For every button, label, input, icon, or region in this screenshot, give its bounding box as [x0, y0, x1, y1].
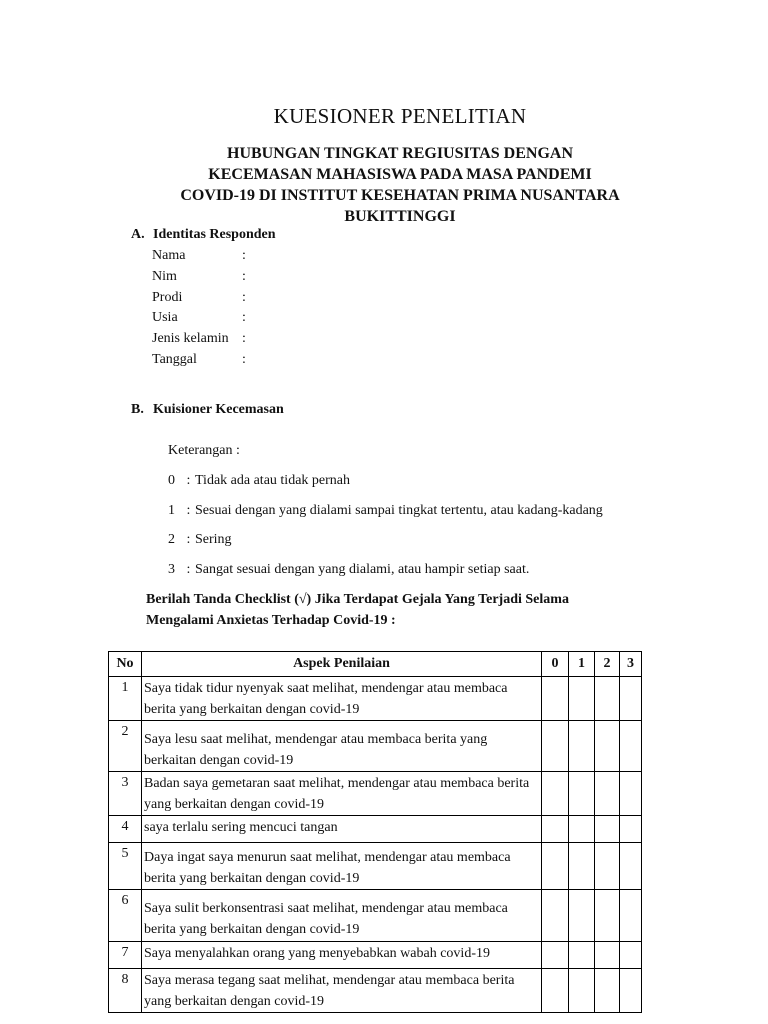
checkbox-cell-2[interactable] [595, 721, 620, 772]
legend-text: Sangat sesuai dengan yang dialami, atau hampir setiap saat. [195, 561, 530, 577]
checkbox-cell-2[interactable] [595, 772, 620, 816]
field-colon: : [242, 268, 246, 284]
row-number: 6 [109, 890, 142, 942]
table-header-row [109, 652, 642, 677]
row-number: 4 [109, 816, 142, 843]
legend-score: 0 [168, 473, 175, 488]
checkbox-cell-2[interactable] [595, 890, 620, 942]
subtitle-line: BUKITTINGGI [344, 208, 456, 225]
row-statement: Saya tidak tidur nyenyak saat melihat, mendengar atau membaca berita yang berkaitan dengan covid-19 [142, 677, 542, 721]
checkbox-cell-1[interactable] [569, 772, 595, 816]
legend-colon: : [186, 532, 191, 547]
score-legend [168, 471, 603, 589]
legend-text: Sesuai dengan yang dialami sampai tingkat tertentu, atau kadang-kadang [195, 502, 603, 518]
row-statement: Badan saya gemetaran saat melihat, mendengar atau membaca berita yang berkaitan dengan covid-19 [142, 772, 542, 816]
checkbox-cell-2[interactable] [595, 677, 620, 721]
header-score-2: 2 [595, 652, 620, 677]
header-score-0: 0 [542, 652, 569, 677]
section-a-heading [131, 227, 276, 243]
checkbox-cell-0[interactable] [542, 843, 569, 890]
row-statement: Daya ingat saya menurun saat melihat, mendengar atau membaca berita yang berkaitan dengan covid-19 [142, 843, 542, 890]
legend-item [168, 471, 603, 501]
checkbox-cell-1[interactable] [569, 969, 595, 1013]
table-row [109, 942, 642, 969]
field-usia[interactable] [152, 308, 246, 329]
section-title: Identitas Responden [153, 227, 276, 242]
anxiety-questionnaire-table [108, 651, 642, 1013]
field-nim[interactable] [152, 267, 246, 288]
checkbox-cell-1[interactable] [569, 677, 595, 721]
table-row [109, 843, 642, 890]
respondent-identity-fields [152, 246, 246, 371]
legend-score: 3 [168, 561, 175, 577]
header-score-3: 3 [620, 652, 642, 677]
checkbox-cell-1[interactable] [569, 721, 595, 772]
checkbox-cell-0[interactable] [542, 890, 569, 942]
row-number: 2 [109, 721, 142, 772]
page-title: KUESIONER PENELITIAN [273, 104, 527, 128]
legend-text: Tidak ada atau tidak pernah [195, 473, 350, 488]
field-label: Nim [152, 268, 177, 284]
row-statement: Saya menyalahkan orang yang menyebabkan wabah covid-19 [142, 942, 542, 969]
section-letter: B. [131, 402, 144, 417]
field-colon: : [242, 331, 246, 347]
table-row [109, 677, 642, 721]
checkbox-cell-2[interactable] [595, 816, 620, 843]
field-prodi[interactable] [152, 288, 246, 309]
checkbox-cell-0[interactable] [542, 942, 569, 969]
subtitle-line: COVID-19 DI INSTITUT KESEHATAN PRIMA NUSANTARA [180, 187, 620, 204]
legend-score: 2 [168, 532, 175, 547]
checkbox-cell-0[interactable] [542, 677, 569, 721]
subtitle-line: HUBUNGAN TINGKAT REGIUSITAS DENGAN [227, 145, 573, 162]
row-number: 1 [109, 677, 142, 721]
checkbox-cell-0[interactable] [542, 816, 569, 843]
checkbox-cell-3[interactable] [620, 816, 642, 843]
row-number: 7 [109, 942, 142, 969]
checkbox-cell-2[interactable] [595, 969, 620, 1013]
field-jenis-kelamin[interactable] [152, 329, 246, 350]
table-row [109, 816, 642, 843]
research-subtitle [150, 143, 650, 227]
legend-item [168, 560, 603, 590]
instruction-line: Mengalami Anxietas Terhadap Covid-19 : [146, 613, 396, 628]
checkbox-cell-3[interactable] [620, 969, 642, 1013]
field-label: Jenis kelamin [152, 331, 229, 347]
header-no: No [109, 652, 142, 677]
legend-item [168, 501, 603, 531]
field-label: Prodi [152, 289, 183, 305]
checkbox-cell-1[interactable] [569, 843, 595, 890]
table-row [109, 969, 642, 1013]
legend-colon: : [186, 473, 191, 488]
checkbox-cell-1[interactable] [569, 942, 595, 969]
legend-colon: : [186, 561, 191, 577]
checkbox-cell-0[interactable] [542, 772, 569, 816]
row-statement: saya terlalu sering mencuci tangan [142, 816, 542, 843]
checklist-instruction [146, 589, 616, 631]
checkbox-cell-2[interactable] [595, 942, 620, 969]
checkbox-cell-3[interactable] [620, 677, 642, 721]
checkbox-cell-3[interactable] [620, 890, 642, 942]
legend-score: 1 [168, 502, 175, 518]
row-number: 5 [109, 843, 142, 890]
field-label: Tanggal [152, 351, 197, 367]
checkbox-cell-1[interactable] [569, 816, 595, 843]
table-row [109, 721, 642, 772]
checkbox-cell-0[interactable] [542, 969, 569, 1013]
subtitle-line: KECEMASAN MAHASISWA PADA MASA PANDEMI [208, 166, 592, 183]
checkbox-cell-0[interactable] [542, 721, 569, 772]
legend-text: Sering [195, 532, 232, 547]
section-title: Kuisioner Kecemasan [153, 402, 284, 417]
row-number: 8 [109, 969, 142, 1013]
row-number: 3 [109, 772, 142, 816]
table-row [109, 890, 642, 942]
instruction-line: Berilah Tanda Checklist (√) Jika Terdapat Gejala Yang Terjadi Selama [146, 592, 569, 607]
field-colon: : [242, 248, 246, 263]
field-colon: : [242, 351, 246, 367]
checkbox-cell-3[interactable] [620, 772, 642, 816]
checkbox-cell-2[interactable] [595, 843, 620, 890]
field-tanggal[interactable] [152, 350, 246, 371]
keterangan-label: Keterangan : [168, 443, 240, 458]
header-aspek: Aspek Penilaian [142, 652, 542, 677]
checkbox-cell-3[interactable] [620, 721, 642, 772]
legend-colon: : [186, 502, 191, 518]
row-statement: Saya lesu saat melihat, mendengar atau membaca berita yang berkaitan dengan covid-19 [142, 721, 542, 772]
checkbox-cell-3[interactable] [620, 942, 642, 969]
header-score-1: 1 [569, 652, 595, 677]
field-label: Usia [152, 310, 178, 326]
checkbox-cell-1[interactable] [569, 890, 595, 942]
checkbox-cell-3[interactable] [620, 843, 642, 890]
section-letter: A. [131, 227, 145, 242]
field-label: Nama [152, 248, 186, 263]
field-colon: : [242, 289, 246, 305]
row-statement: Saya sulit berkonsentrasi saat melihat, mendengar atau membaca berita yang berkaitan dengan covid-19 [142, 890, 542, 942]
field-colon: : [242, 310, 246, 326]
legend-item [168, 530, 603, 560]
section-b-heading [131, 402, 284, 418]
table-row [109, 772, 642, 816]
row-statement: Saya merasa tegang saat melihat, mendengar atau membaca berita yang berkaitan dengan covid-19 [142, 969, 542, 1013]
field-nama[interactable] [152, 246, 246, 267]
